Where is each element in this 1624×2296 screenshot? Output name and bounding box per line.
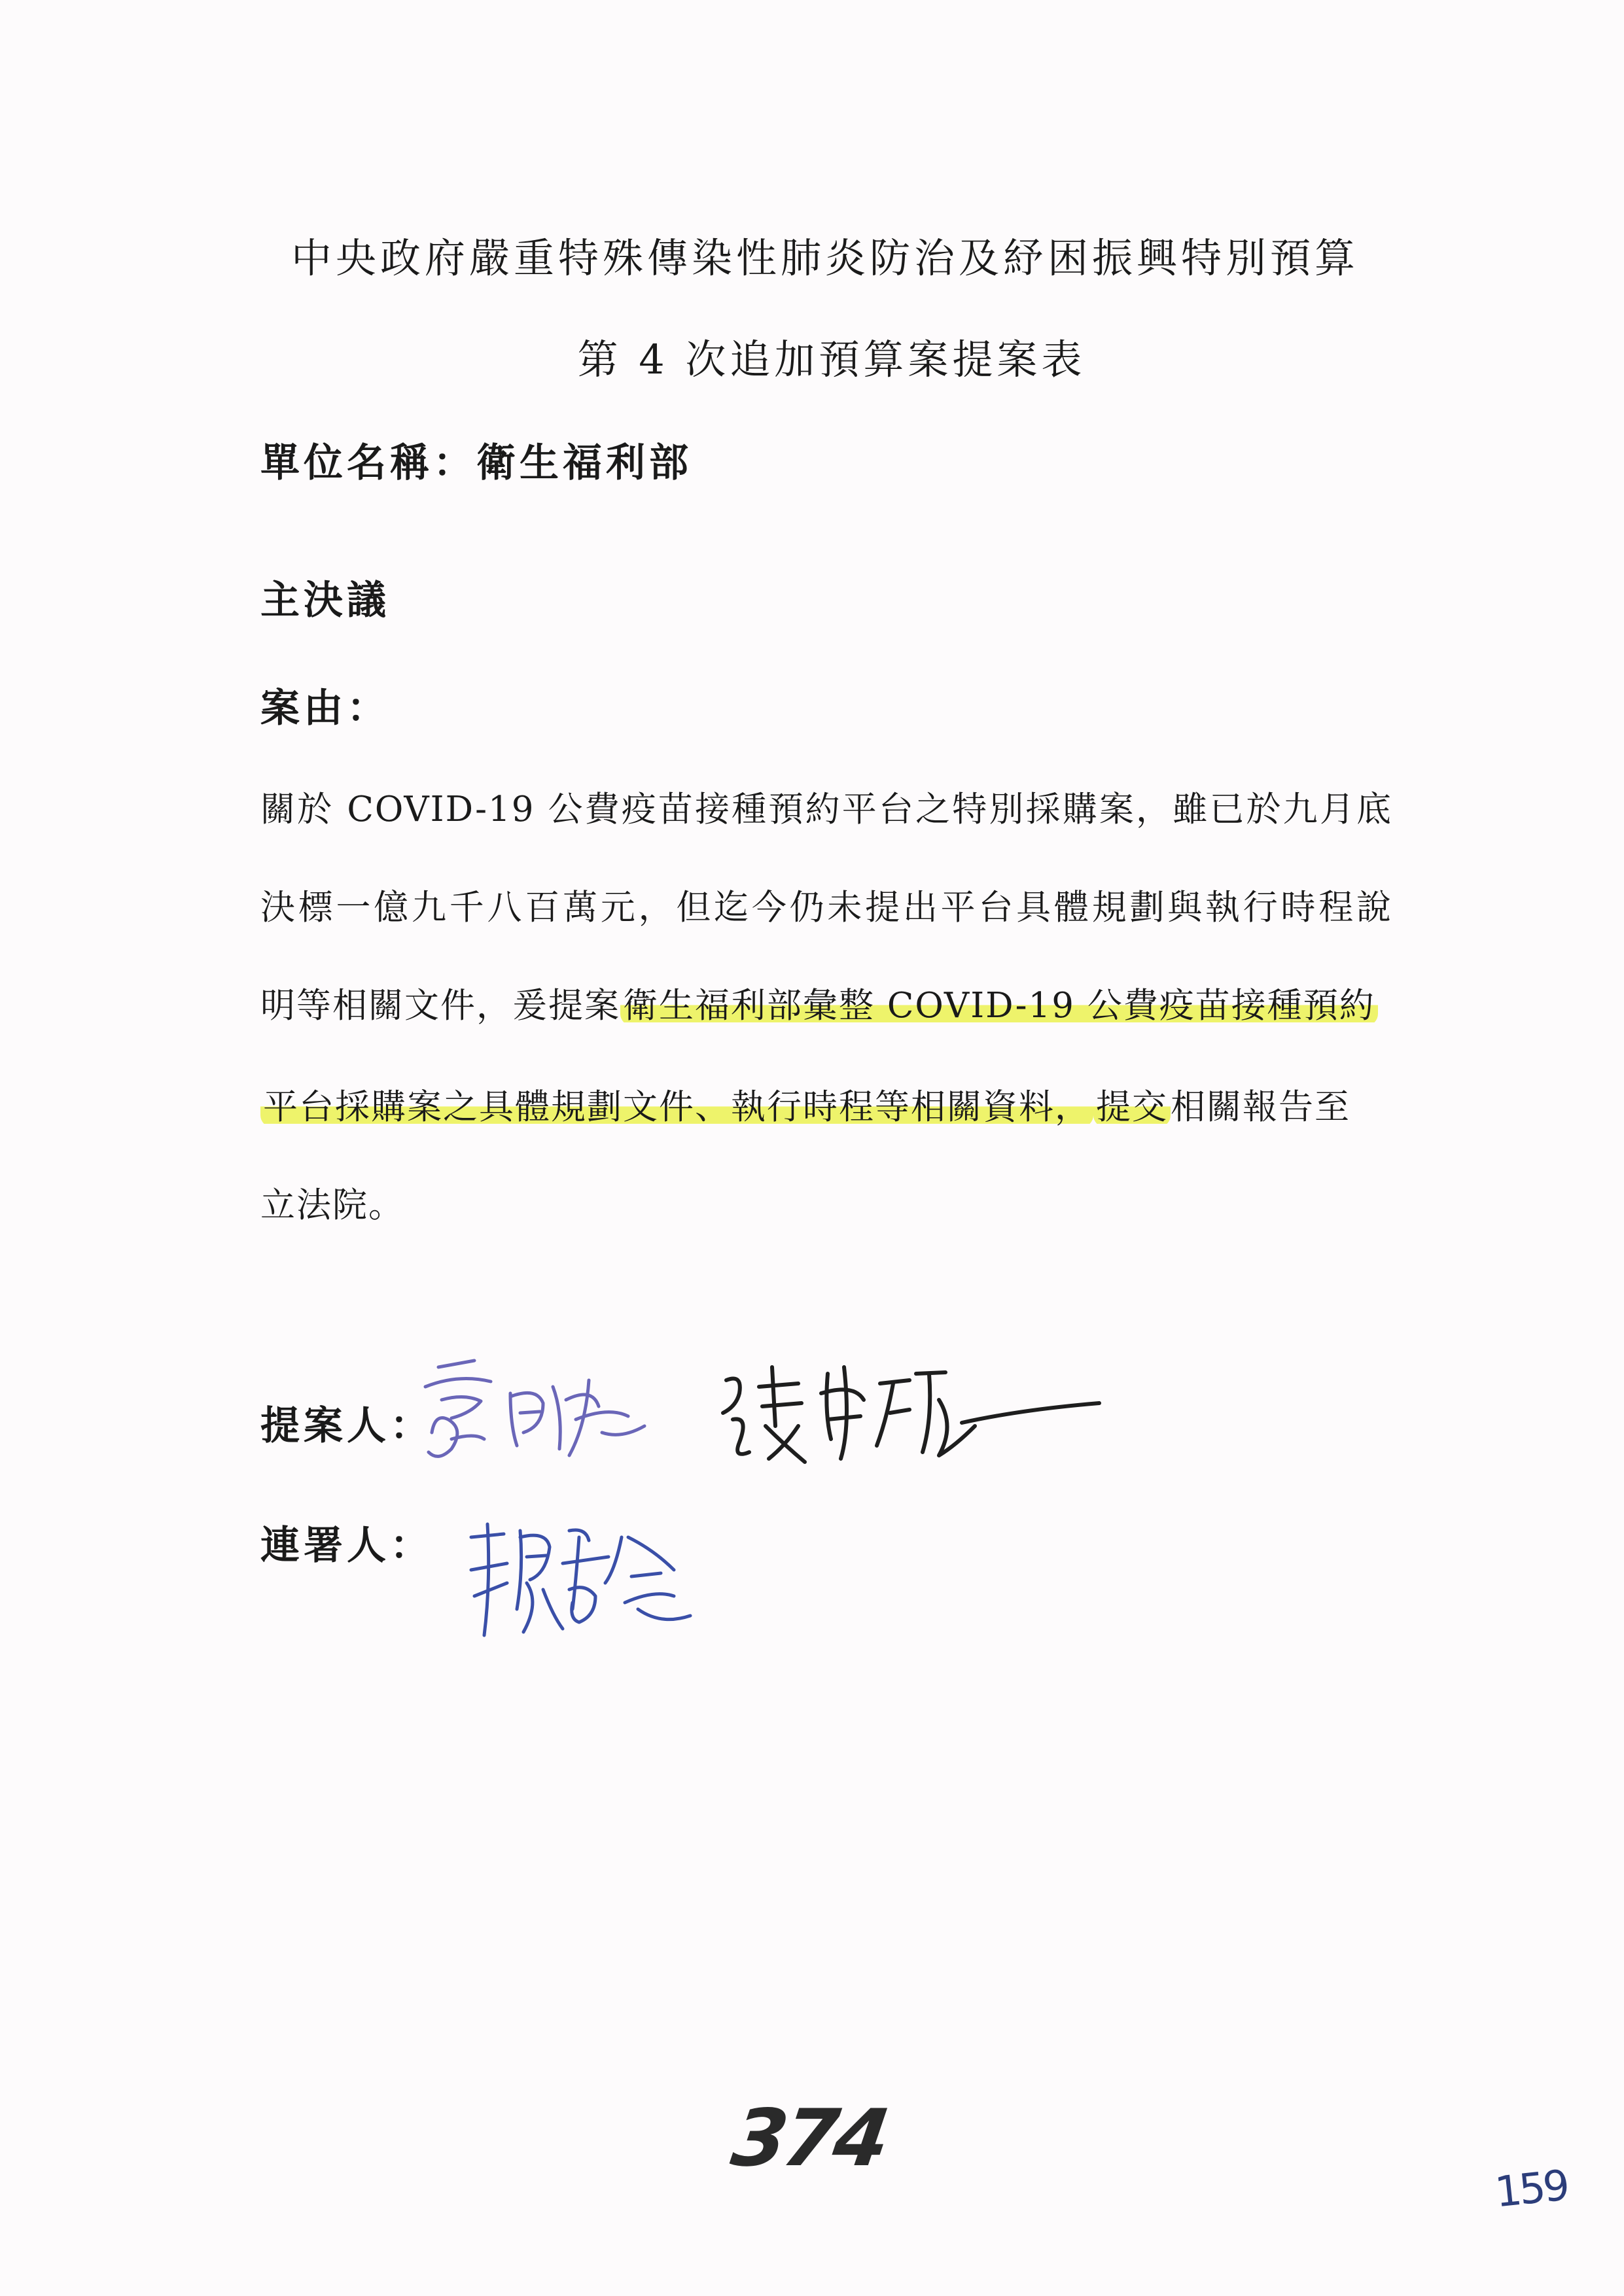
reason-text-line-1: 關於 COVID-19 公費疫苗接種預約平台之特別採購案，雖已於九月底	[260, 790, 1392, 829]
highlighted-text: 平台採購案之具體規劃文件、執行時程等相關資料，	[260, 1087, 1093, 1127]
proposer-label: 提案人：	[260, 1403, 433, 1449]
handwritten-page-number: 374	[726, 2093, 892, 2184]
proposer-signature-1	[412, 1341, 661, 1472]
cosigner-signature	[465, 1511, 713, 1642]
reason-text-plain: 相關報告至	[1171, 1087, 1350, 1127]
reason-label: 案由：	[260, 686, 390, 731]
reason-text-line-3	[260, 978, 1392, 1028]
highlighted-text: 提交	[1093, 1087, 1171, 1127]
document-title-line-1: 中央政府嚴重特殊傳染性肺炎防治及紓困振興特別預算	[291, 234, 1359, 282]
reason-text-line-2: 決標一億九千八百萬元，但迄今仍未提出平台具體規劃與執行時程說	[260, 888, 1392, 928]
reason-text-line-5: 立法院。	[260, 1185, 404, 1225]
unit-name: 單位名稱：衛生福利部	[260, 440, 692, 486]
document-title-line-2: 第 4 次追加預算案提案表	[577, 336, 1086, 383]
cosigner-label: 連署人：	[260, 1523, 433, 1569]
highlighted-text: 衛生福利部彙整 COVID-19 公費疫苗接種預約	[620, 986, 1378, 1026]
reason-text-line-4	[260, 1079, 1392, 1129]
handwritten-sheet-number: 159	[1492, 2161, 1570, 2218]
reason-text-plain: 明等相關文件，爰提案	[260, 986, 620, 1026]
proposer-signature-2	[713, 1348, 1106, 1472]
section-heading: 主決議	[260, 578, 390, 623]
